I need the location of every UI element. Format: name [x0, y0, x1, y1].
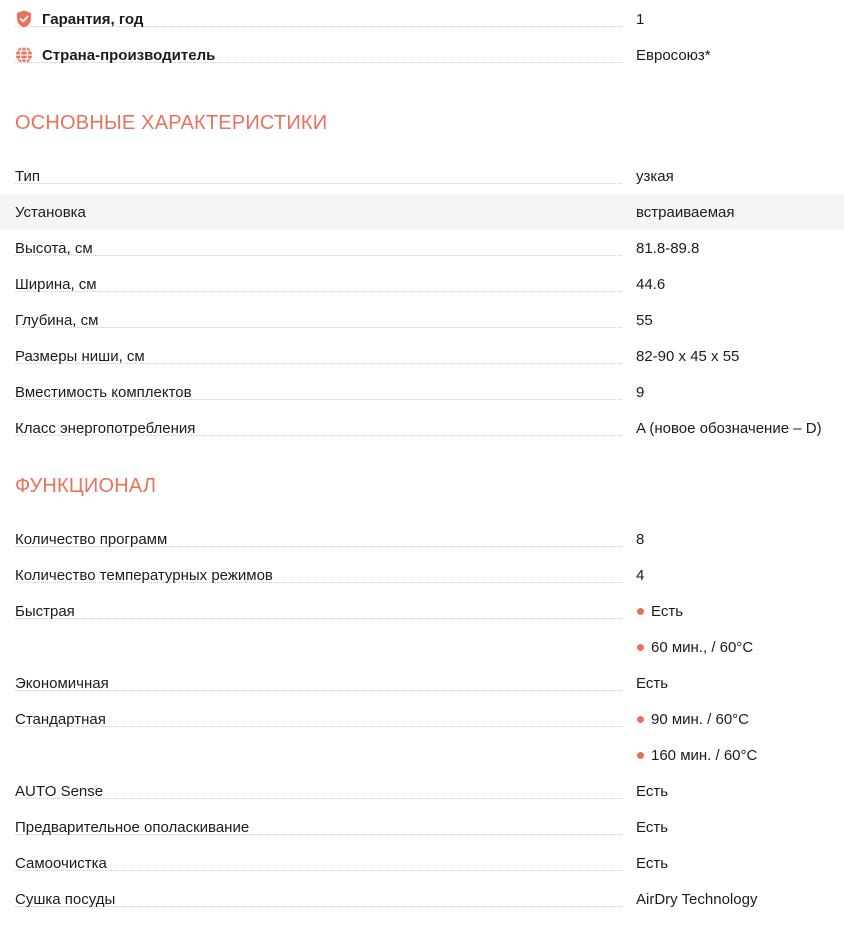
spec-value: 1 [636, 10, 645, 28]
spec-label: Размеры ниши, см [15, 347, 145, 365]
spec-row [0, 521, 844, 557]
spec-row [0, 266, 844, 302]
spec-value: Евросоюз* [636, 46, 711, 64]
spec-value: Есть [636, 674, 669, 692]
spec-row [0, 194, 844, 230]
spec-label: Установка [15, 194, 90, 230]
spec-label: Высота, см [15, 239, 93, 257]
spec-label: Количество температурных режимов [15, 566, 273, 584]
spec-row-continuation [0, 737, 844, 773]
section-title-functional: ФУНКЦИОНАЛ [15, 474, 157, 497]
spec-row [0, 410, 844, 446]
spec-value: узкая [636, 167, 674, 185]
spec-label: Сушка посуды [15, 890, 116, 908]
spec-value-text: 90 мин. / 60°C [651, 710, 750, 728]
spec-row [0, 773, 844, 809]
spec-value: 81.8-89.8 [636, 239, 700, 257]
spec-row [0, 881, 844, 917]
dotted-leader [15, 291, 622, 292]
spec-row-country [0, 37, 844, 73]
spec-row [0, 593, 844, 629]
spec-label: Ширина, см [15, 275, 97, 293]
spec-row [0, 338, 844, 374]
spec-row [0, 557, 844, 593]
spec-value: Есть [636, 782, 669, 800]
spec-row-warranty [0, 1, 844, 37]
shield-check-icon [15, 10, 33, 28]
spec-label: AUTO Sense [15, 782, 104, 800]
spec-value [636, 629, 753, 665]
spec-value-text: 160 мин. / 60°C [651, 746, 758, 764]
spec-value-text: Есть [651, 602, 684, 620]
spec-label: Класс энергопотребления [15, 419, 196, 437]
dotted-leader [15, 618, 622, 619]
dotted-leader [15, 255, 622, 256]
spec-label: Вместимость комплектов [15, 383, 192, 401]
spec-value: Есть [636, 854, 669, 872]
spec-value: 44.6 [636, 275, 666, 293]
spec-value: AirDry Technology [636, 890, 758, 908]
spec-label-text: Страна-производитель [42, 46, 216, 64]
spec-label: Экономичная [15, 674, 109, 692]
globe-icon [15, 46, 33, 64]
spec-value: 82-90 x 45 x 55 [636, 347, 740, 365]
spec-value: Есть [636, 818, 669, 836]
bullet-dot [637, 716, 644, 723]
spec-value: A (новое обозначение – D) [636, 419, 822, 437]
spec-value-text: 60 мин., / 60°C [651, 638, 754, 656]
spec-row [0, 845, 844, 881]
spec-value [636, 701, 749, 737]
spec-row [0, 374, 844, 410]
dotted-leader [15, 183, 622, 184]
spec-label [15, 37, 219, 73]
spec-row [0, 302, 844, 338]
spec-value [636, 593, 683, 629]
spec-row [0, 158, 844, 194]
spec-row [0, 665, 844, 701]
spec-value: 55 [636, 311, 653, 329]
spec-label: Быстрая [15, 602, 75, 620]
spec-value: 8 [636, 530, 645, 548]
spec-row [0, 809, 844, 845]
spec-value: 9 [636, 383, 645, 401]
bullet-dot [637, 608, 644, 615]
bullet-dot [637, 752, 644, 759]
spec-row [0, 230, 844, 266]
spec-label [15, 1, 147, 37]
spec-value: 4 [636, 566, 645, 584]
dotted-leader [15, 327, 622, 328]
spec-value [636, 737, 757, 773]
spec-label: Количество программ [15, 530, 168, 548]
spec-label-text: Гарантия, год [42, 10, 144, 28]
spec-value: встраиваемая [636, 203, 735, 221]
spec-label: Стандартная [15, 710, 106, 728]
spec-row [0, 701, 844, 737]
spec-label: Самоочистка [15, 854, 107, 872]
spec-row-continuation [0, 629, 844, 665]
section-title-main-specs: ОСНОВНЫЕ ХАРАКТЕРИСТИКИ [15, 111, 328, 134]
bullet-dot [637, 644, 644, 651]
spec-label: Глубина, см [15, 311, 99, 329]
spec-label: Предварительное ополаскивание [15, 818, 250, 836]
spec-label: Тип [15, 167, 41, 185]
